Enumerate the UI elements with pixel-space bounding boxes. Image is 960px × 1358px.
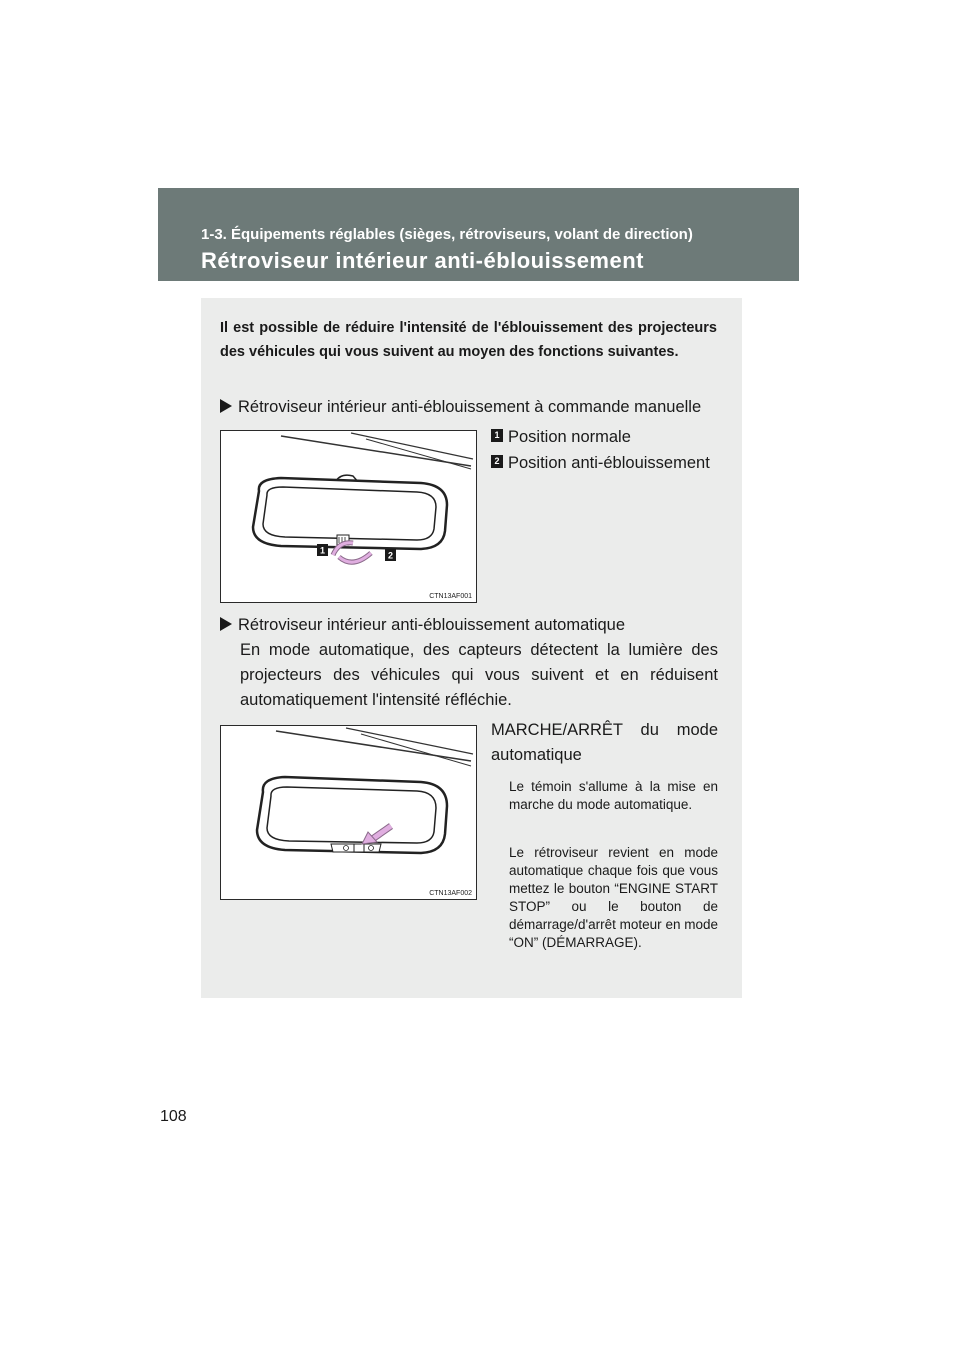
note-indicator: Le témoin s'allume à la mise en marche du mode automatique. — [509, 779, 718, 812]
automatic-toggle-title: MARCHE/ARRÊT du mode automatique — [491, 721, 718, 764]
section-title: 1-3. Équipements réglables (sièges, rétroviseurs, volant de direction) — [201, 226, 693, 243]
legend-label: Position normale — [508, 428, 631, 446]
automatic-heading — [220, 614, 625, 636]
automatic-mirror-illustration — [221, 726, 476, 899]
legend-item — [491, 452, 710, 474]
svg-text:2: 2 — [387, 550, 394, 561]
intro-paragraph: Il est possible de réduire l'intensité de l'éblouissement des projecteurs des véhicules qui vous suivent au moyen des fonctions suivantes. — [220, 320, 717, 360]
number-badge: 1 — [491, 429, 503, 442]
automatic-heading-label: Rétroviseur intérieur anti-éblouissement automatique — [238, 616, 626, 634]
legend-label: Position anti-éblouissement — [508, 454, 710, 472]
manual-heading — [220, 396, 701, 418]
legend-item — [491, 426, 631, 448]
manual-mirror-figure — [220, 430, 477, 603]
bullet-arrow-icon — [220, 399, 232, 413]
note-restart: Le rétroviseur revient en mode automatique chaque fois que vous mettez le bouton “ENGINE START STOP” ou le bouton de démarrage/d'arrêt moteur en mode “ON” (DÉMARRAGE). — [509, 845, 718, 950]
automatic-description: En mode automatique, des capteurs détectent la lumière des projecteurs des véhicules qui vous suivent et en réduisent automatiquement l'intensité réfléchie. — [240, 641, 718, 709]
number-badge: 2 — [491, 455, 503, 468]
manual-mirror-illustration — [221, 431, 476, 602]
automatic-mirror-figure — [220, 725, 477, 900]
figure-code: CTN13AF002 — [429, 890, 472, 897]
svg-text:1: 1 — [319, 545, 326, 556]
bullet-arrow-icon — [220, 617, 232, 631]
page-number: 108 — [160, 1108, 187, 1125]
figure-code: CTN13AF001 — [429, 593, 472, 600]
section-header — [158, 188, 799, 281]
page-title: Rétroviseur intérieur anti-éblouissement — [201, 248, 644, 273]
manual-heading-label: Rétroviseur intérieur anti-éblouissement à commande manuelle — [238, 398, 702, 416]
